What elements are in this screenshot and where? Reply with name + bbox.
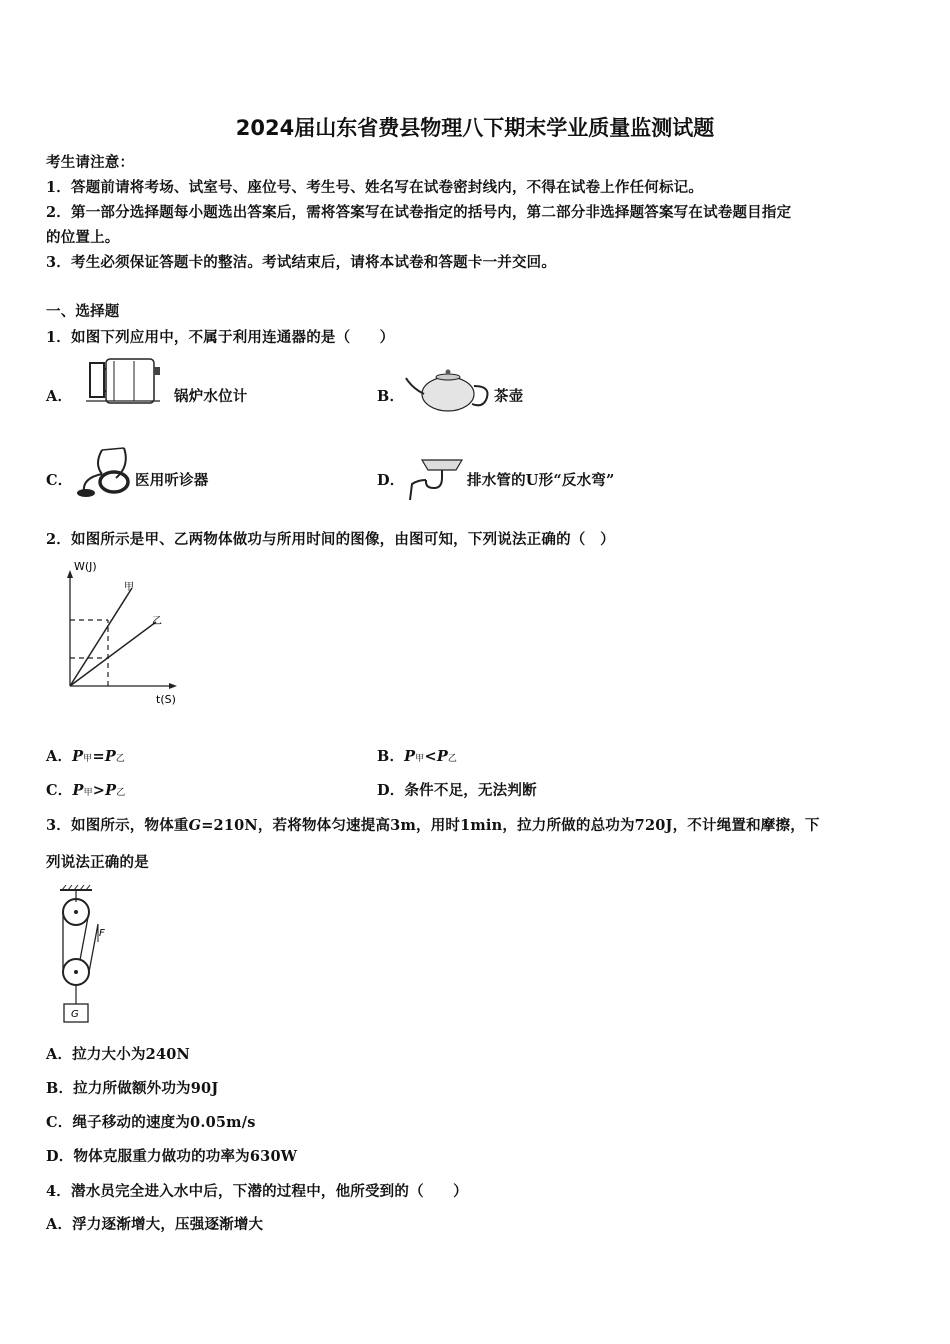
notice-item: 的位置上。 <box>46 229 120 246</box>
pulley-figure <box>52 884 124 1026</box>
relation: <P <box>424 748 448 765</box>
q3-option: D．物体克服重力做功的功率为630W <box>46 1148 298 1165</box>
notice-item: 1．答题前请将考场、试室号、座位号、考生号、姓名写在试卷密封线内，不得在试卷上作任何标记。 <box>46 179 704 196</box>
work-time-graph <box>60 556 200 710</box>
q1-option-text: 排水管的U形“反水弯” <box>467 472 615 489</box>
page-title: 2024届山东省费县物理八下期末学业质量监测试题 <box>235 116 715 140</box>
q3-stem-line2: 列说法正确的是 <box>46 854 149 871</box>
subscript: 甲 <box>83 754 93 764</box>
q2-option <box>46 779 125 800</box>
q2-option-letter: B． <box>377 748 405 765</box>
line-yi <box>70 622 156 686</box>
subscript: 乙 <box>115 754 126 764</box>
subscript: 甲 <box>83 788 93 798</box>
boiler-gauge-figure <box>84 357 164 409</box>
q3-option: A．拉力大小为240N <box>46 1046 190 1063</box>
power-symbol: P <box>404 748 416 765</box>
teapot-figure <box>404 364 496 416</box>
graph-line-label-jia: 甲 <box>124 582 134 593</box>
graph-y-label: W(J) <box>74 560 97 573</box>
stethoscope-figure <box>72 444 136 500</box>
q4-option: A．浮力逐渐增大，压强逐渐增大 <box>46 1216 264 1233</box>
pulley-weight-label: G <box>71 1009 79 1020</box>
q1-option-letter: A． <box>46 388 73 405</box>
notice-heading: 考生请注意： <box>46 154 135 171</box>
q2-option <box>377 779 537 800</box>
notice-item: 3．考生必须保证答题卡的整洁。考试结束后，请将本试卷和答题卡一并交回。 <box>46 254 557 271</box>
q3-stem-symbol: G <box>188 817 202 834</box>
q1-option-letter: D． <box>377 472 405 489</box>
q3-stem-part: =210N，若将物体匀速提高3m，用时1min，拉力所做的总功为720J，不计绳置和摩擦，下 <box>201 817 820 834</box>
q3-option: B．拉力所做额外功为90J <box>46 1080 219 1097</box>
q1-option-letter: C． <box>46 472 73 489</box>
q1-option-letter: B． <box>377 388 405 405</box>
subscript: 甲 <box>415 754 425 764</box>
q3-option: C．绳子移动的速度为0.05m/s <box>46 1114 256 1131</box>
q2-option-letter: A． <box>46 748 73 765</box>
graph-line-label-yi: 乙 <box>152 616 162 627</box>
subscript: 乙 <box>447 754 458 764</box>
power-symbol: P <box>72 748 84 765</box>
q1-option-text: 医用听诊器 <box>135 472 209 489</box>
q3-stem-part: 3．如图所示，物体重 <box>46 817 189 834</box>
relation: =P <box>92 748 116 765</box>
line-jia <box>70 588 132 686</box>
q1-option-text: 锅炉水位计 <box>174 388 248 405</box>
q2-option-letter: D． <box>377 782 405 799</box>
q3-stem <box>46 814 820 835</box>
power-symbol: P <box>72 782 84 799</box>
q2-option <box>46 745 125 766</box>
q2-option-text: 条件不足，无法判断 <box>404 782 537 799</box>
q4-stem: 4．潜水员完全进入水中后，下潜的过程中，他所受到的（ ） <box>46 1183 468 1200</box>
q2-option <box>377 745 457 766</box>
q1-stem: 1．如图下列应用中，不属于利用连通器的是（ ） <box>46 329 395 346</box>
relation: >P <box>92 782 117 799</box>
notice-item: 2．第一部分选择题每小题选出答案后，需将答案写在试卷指定的括号内，第二部分非选择题答案写在试卷题目指定 <box>46 204 792 221</box>
q1-option-text: 茶壶 <box>494 388 524 405</box>
u-trap-figure <box>404 456 466 502</box>
q2-stem: 2．如图所示是甲、乙两物体做功与所用时间的图像，由图可知，下列说法正确的（ ） <box>46 531 615 548</box>
pulley-force-label: F <box>99 928 105 939</box>
subscript: 乙 <box>116 788 126 798</box>
graph-x-label: t(S) <box>156 693 176 706</box>
q2-option-letter: C． <box>46 782 73 799</box>
section-heading: 一、选择题 <box>46 303 120 320</box>
